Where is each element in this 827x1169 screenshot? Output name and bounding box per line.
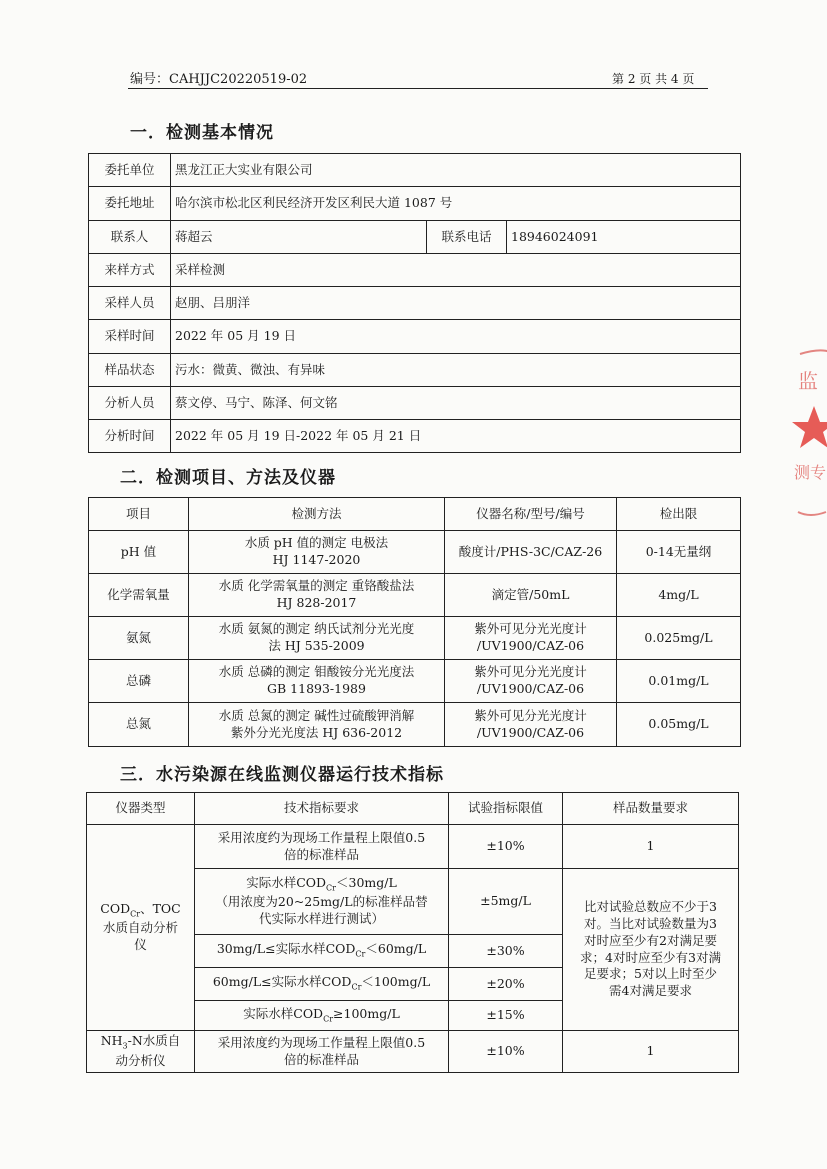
cod-toc-type-cell [87, 825, 195, 1031]
method-line: 水质 总磷的测定 钼酸铵分光光度法 [218, 664, 415, 680]
phone-value: 18946024091 [507, 221, 741, 254]
requirement-line [199, 875, 444, 894]
cr-subscript: Cr [323, 1014, 334, 1024]
stamp-text-1: 监 [798, 369, 818, 393]
requirement-line: 倍的标准样品 [283, 846, 359, 862]
table-row [87, 825, 739, 869]
header-sample-count: 样品数量要求 [563, 793, 739, 825]
requirement-cell [195, 869, 449, 935]
samplers-value: 赵朋、吕朋洋 [171, 287, 741, 320]
instrument-model: /UV1900/CAZ-06 [476, 638, 585, 653]
star-icon [792, 406, 827, 448]
instrument-cell [445, 660, 617, 703]
client-value: 黑龙江正大实业有限公司 [171, 154, 741, 187]
limit-cell: 4mg/L [617, 574, 741, 617]
instrument-cell [445, 617, 617, 660]
method-line: 水质 总氮的测定 碱性过硫酸钾消解 [218, 707, 415, 723]
sampling-method-label: 来样方式 [89, 254, 171, 287]
requirement-cell [195, 1001, 449, 1031]
method-line: 水质 化学需氧量的测定 重铬酸盐法 [218, 578, 415, 594]
instrument-line: 紫外可见分光光度计 [474, 707, 587, 723]
limit-value-cell: ±10% [449, 825, 563, 869]
nh-text: NH [100, 1033, 123, 1049]
sampling-time-label: 采样时间 [89, 320, 171, 354]
section2-title: 二．检测项目、方法及仪器 [120, 468, 336, 488]
item-cell: pH 值 [89, 531, 189, 574]
tech-index-table [86, 792, 739, 1073]
red-seal-stamp [790, 340, 827, 520]
rule-line: 对时应至少有2对满足要 [584, 932, 717, 948]
cr-subscript: Cr [355, 949, 366, 959]
rule-line: 求；4对时应至少有3对满 [580, 949, 721, 965]
table-row [89, 154, 741, 187]
table-row [89, 187, 741, 221]
requirement-line: 代实际水样进行测试） [258, 911, 384, 927]
req-text: ＜30mg/L [336, 874, 397, 890]
rule-line: 对。当比对试验数量为3 [584, 915, 717, 931]
requirement-line: 采用浓度约为现场工作量程上限值0.5 [217, 829, 426, 845]
requirement-line: 倍的标准样品 [283, 1051, 359, 1067]
nh3n-type-line [91, 1033, 190, 1052]
samplers-label: 采样人员 [89, 287, 171, 320]
table-row [89, 420, 741, 453]
limit-value-cell: ±5mg/L [449, 869, 563, 935]
analysis-time-value: 2022 年 05 月 19 日-2022 年 05 月 21 日 [171, 420, 741, 453]
requirement-cell [195, 935, 449, 968]
limit-value-cell: ±15% [449, 1001, 563, 1031]
method-line: 水质 pH 值的测定 电极法 [244, 535, 389, 551]
method-cell [189, 617, 445, 660]
sampling-method-value: 采样检测 [171, 254, 741, 287]
cr-subscript: Cr [326, 883, 336, 893]
item-cell: 总磷 [89, 660, 189, 703]
phone-label: 联系电话 [427, 221, 507, 254]
limit-cell: 0.05mg/L [617, 703, 741, 747]
header-instrument: 仪器名称/型号/编号 [445, 498, 617, 531]
requirement-line: （用浓度为20~25mg/L的标准样品替 [215, 894, 428, 910]
sample-count-cell: 1 [563, 825, 739, 869]
page-number: 第 2 页 共 4 页 [612, 72, 695, 86]
analysts-value: 蔡文停、马宁、陈泽、何文铭 [171, 387, 741, 420]
table-header-row [89, 498, 741, 531]
table-row [89, 703, 741, 747]
method-cell [189, 531, 445, 574]
contact-label: 联系人 [89, 221, 171, 254]
subscript-3: 3 [122, 1041, 128, 1051]
table-row [89, 574, 741, 617]
contact-value: 蒋超云 [171, 221, 427, 254]
method-standard: 紫外分光光度法 HJ 636-2012 [230, 724, 403, 740]
req-text: 30mg/L≤实际水样COD [216, 941, 356, 957]
nh3n-type-cell [87, 1031, 195, 1073]
req-text: 实际水样COD [246, 874, 327, 890]
header-divider [128, 88, 708, 89]
sample-count-cell: 1 [563, 1031, 739, 1073]
item-cell: 总氮 [89, 703, 189, 747]
rule-line: 需4对满足要求 [609, 983, 692, 999]
instrument-model: /UV1900/CAZ-06 [476, 681, 585, 696]
limit-value-cell: ±20% [449, 968, 563, 1001]
cod-type-line [91, 901, 190, 920]
analysts-label: 分析人员 [89, 387, 171, 420]
method-standard: 法 HJ 535-2009 [268, 638, 365, 653]
instrument-cell: 滴定管/50mL [445, 574, 617, 617]
document-number: 编号：CAHJJC20220519-02 [130, 72, 308, 87]
limit-value-cell: ±30% [449, 935, 563, 968]
methods-table [88, 497, 741, 747]
nh3n-type-line2: 动分析仪 [115, 1052, 166, 1068]
section3-title: 三．水污染源在线监测仪器运行技术指标 [120, 765, 444, 785]
req-text: ＜60mg/L [365, 941, 427, 957]
requirement-cell [195, 1031, 449, 1073]
req-text: 60mg/L≤实际水样COD [212, 974, 352, 990]
table-row [89, 531, 741, 574]
toc-text: 、TOC [140, 900, 181, 916]
instrument-line: 紫外可见分光光度计 [474, 621, 587, 637]
method-cell [189, 574, 445, 617]
rule-line: 比对试验总数应不少于3 [584, 898, 717, 914]
cod-type-line2: 水质自动分析 [102, 920, 178, 936]
requirement-cell [195, 825, 449, 869]
item-cell: 氨氮 [89, 617, 189, 660]
req-text: ≥100mg/L [333, 1005, 400, 1021]
table-row [89, 320, 741, 354]
header-limit-value: 试验指标限值 [449, 793, 563, 825]
req-text: 实际水样COD [243, 1005, 324, 1021]
header-requirement: 技术指标要求 [195, 793, 449, 825]
rule-line: 足要求；5对以上时至少 [584, 966, 717, 982]
method-standard: HJ 828-2017 [276, 595, 357, 610]
table-row [89, 660, 741, 703]
cr-subscript: Cr [351, 982, 362, 992]
stamp-text-2: 测专 [794, 463, 827, 482]
analysis-time-label: 分析时间 [89, 420, 171, 453]
address-label: 委托地址 [89, 187, 171, 221]
limit-cell: 0.01mg/L [617, 660, 741, 703]
header-method: 检测方法 [189, 498, 445, 531]
address-value: 哈尔滨市松北区利民经济开发区利民大道 1087 号 [171, 187, 741, 221]
nh3n-text: -N水质自 [127, 1033, 181, 1049]
instrument-cell: 酸度计/PHS-3C/CAZ-26 [445, 531, 617, 574]
limit-cell: 0.025mg/L [617, 617, 741, 660]
sample-state-label: 样品状态 [89, 354, 171, 387]
method-cell [189, 703, 445, 747]
instrument-line: 紫外可见分光光度计 [474, 664, 587, 680]
item-cell: 化学需氧量 [89, 574, 189, 617]
instrument-model: /UV1900/CAZ-06 [476, 724, 585, 740]
cod-text: COD [100, 900, 131, 916]
requirement-cell [195, 968, 449, 1001]
cr-subscript: Cr [130, 909, 141, 919]
header-item: 项目 [89, 498, 189, 531]
table-header-row [87, 793, 739, 825]
table-row [89, 617, 741, 660]
table-row [89, 387, 741, 420]
sampling-time-value: 2022 年 05 月 19 日 [171, 320, 741, 354]
limit-value-cell: ±10% [449, 1031, 563, 1073]
limit-cell: 0-14无量纲 [617, 531, 741, 574]
table-row [89, 254, 741, 287]
sample-count-rule-cell [563, 869, 739, 1031]
instrument-cell [445, 703, 617, 747]
client-label: 委托单位 [89, 154, 171, 187]
cod-type-line3: 仪 [134, 937, 147, 953]
basic-info-table [88, 153, 741, 453]
table-row [89, 221, 741, 254]
table-row [89, 354, 741, 387]
table-row [87, 1031, 739, 1073]
table-row [89, 287, 741, 320]
req-text: ＜100mg/L [361, 974, 431, 990]
header-instrument-type: 仪器类型 [87, 793, 195, 825]
method-standard: HJ 1147-2020 [272, 552, 361, 567]
sample-state-value: 污水：微黄、微浊、有异味 [171, 354, 741, 387]
method-line: 水质 氨氮的测定 纳氏试剂分光光度 [218, 621, 415, 637]
method-standard: GB 11893-1989 [267, 681, 366, 696]
method-cell [189, 660, 445, 703]
section1-title: 一．检测基本情况 [130, 123, 274, 143]
requirement-line: 采用浓度约为现场工作量程上限值0.5 [217, 1034, 426, 1050]
header-limit: 检出限 [617, 498, 741, 531]
